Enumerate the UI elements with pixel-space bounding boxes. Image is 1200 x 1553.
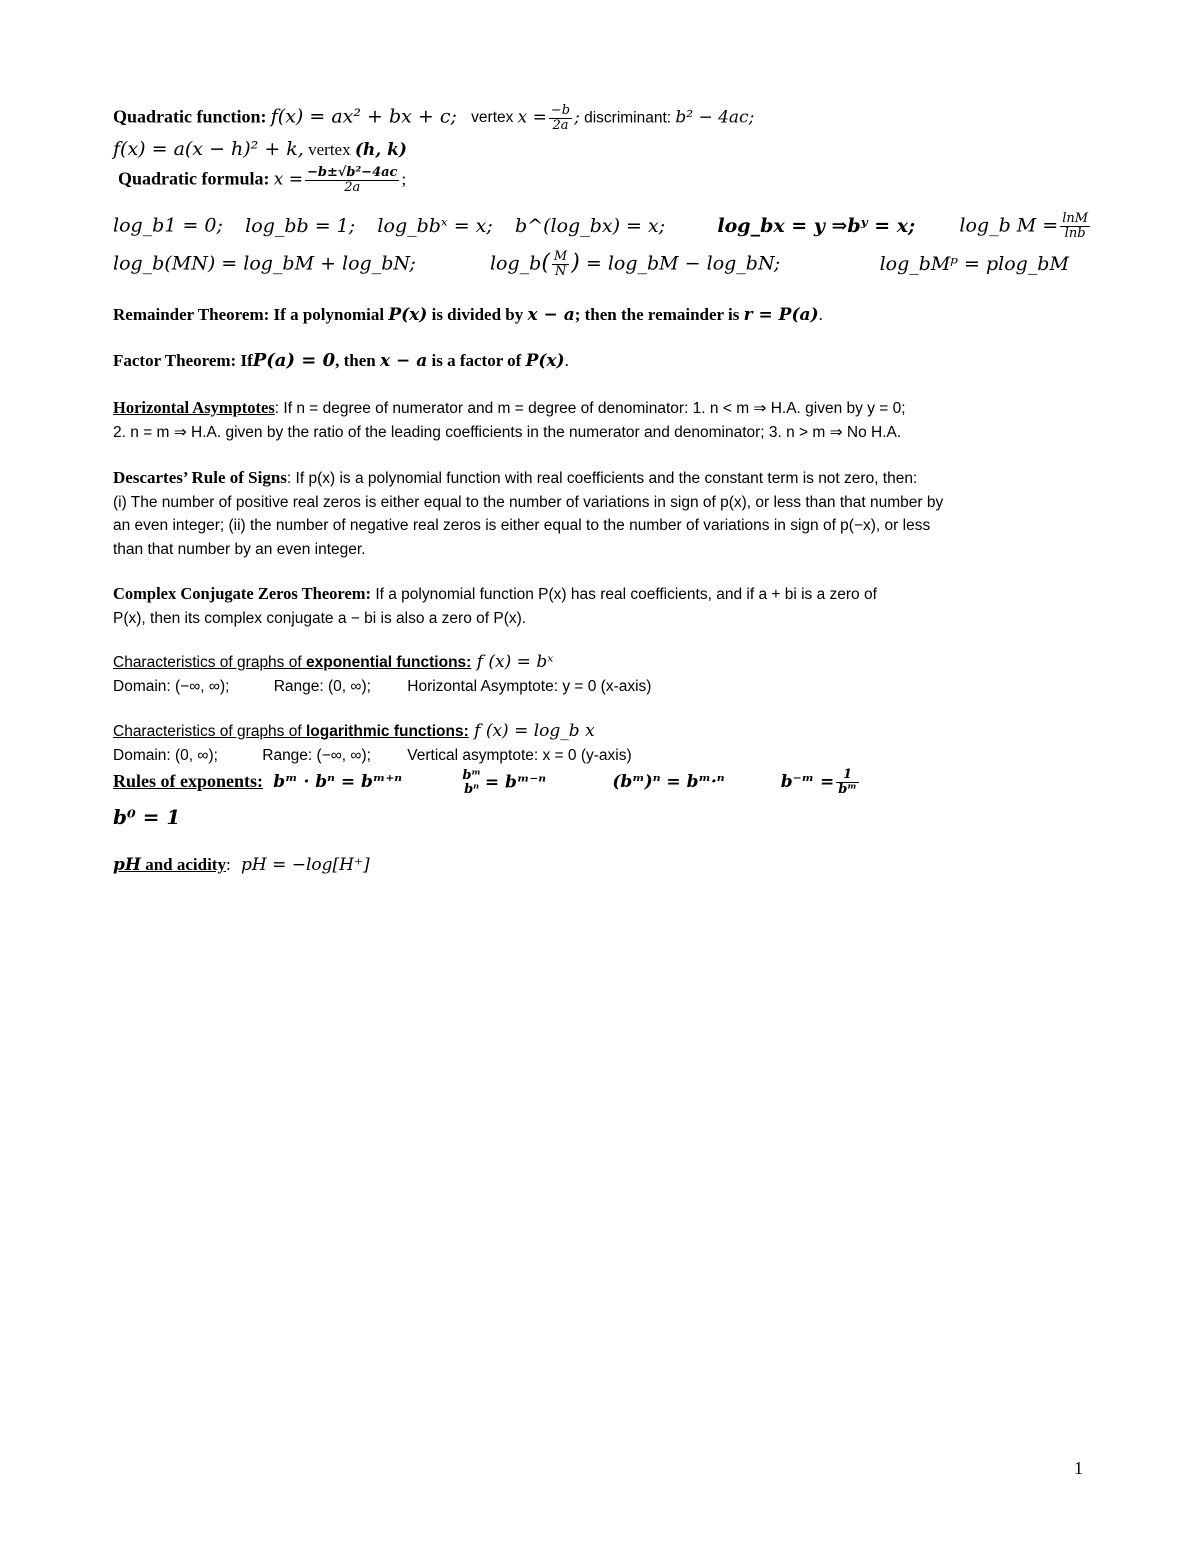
left-paren: (: [541, 250, 550, 276]
logarithmic-section: [113, 720, 1088, 767]
complex-conjugate-line-2: P(x), then its complex conjugate a − bi is also a zero of P(x).: [113, 609, 527, 627]
vertex-form-formula: f(x) = a(x − h)² + k,: [113, 138, 304, 160]
exponential-properties: [113, 675, 1088, 699]
change-of-base-fraction: [1060, 212, 1090, 241]
logarithmic-function: f (x) = log_b x: [468, 721, 595, 741]
quadratic-formula-lhs: x =: [273, 169, 303, 190]
factor-end: .: [564, 351, 569, 370]
exponent-negative-lhs: b⁻ᵐ =: [780, 772, 835, 792]
exponential-function: f (x) = bˣ: [471, 652, 554, 672]
descartes-line-3: an even integer; (ii) the number of negative real zeros is either equal to the number of variations in sign of p(−x), or less: [113, 517, 931, 534]
vertex-label: vertex: [471, 109, 514, 127]
log-quotient-denominator: N: [554, 264, 567, 279]
quadratic-formula-fraction: [305, 166, 399, 195]
log-quotient-fraction: [552, 250, 569, 279]
quadratic-formula-tail: ;: [401, 169, 407, 189]
factor-theorem: [113, 350, 569, 372]
remainder-r: r = P(a): [743, 305, 819, 325]
factor-text-3: is a factor of: [431, 351, 522, 370]
horizontal-asymptotes-title: Horizontal Asymptotes: [113, 398, 275, 417]
log-identity-6: [959, 212, 1092, 241]
vertex-tail: ;: [574, 107, 580, 128]
ph-line: [113, 854, 370, 876]
complex-conjugate-text-1: If a polynomial function P(x) has real coefficients, and if a + bi is a zero of: [371, 586, 877, 603]
ph-colon: :: [225, 855, 231, 874]
log-identity-1: log_b1 = 0;: [113, 214, 223, 237]
ph-formula: pH = −log[H⁺]: [240, 855, 370, 875]
log-quotient-rule: [490, 250, 780, 279]
complex-conjugate-line-1: [113, 582, 1088, 607]
change-of-base-numerator: lnM: [1062, 211, 1089, 226]
log-identities-row-1: [113, 211, 1089, 241]
remainder-x-minus-a: x − a: [527, 305, 575, 325]
remainder-theorem: [113, 304, 823, 326]
page-number: 1: [1074, 1458, 1083, 1478]
quadratic-function-line: [113, 104, 754, 133]
exponential-title-a: Characteristics of graphs of: [113, 654, 306, 671]
remainder-end: .: [818, 305, 823, 324]
ph-title-a: pH: [113, 855, 141, 875]
horizontal-asymptotes-text-1: : If n = degree of numerator and m = degree of denominator: 1. n < m ⇒ H.A. given by y = 0;: [274, 400, 906, 417]
remainder-text-1: If a polynomial: [273, 305, 385, 324]
descartes-line-4: than that number by an even integer.: [113, 540, 366, 558]
log-identity-3: log_bbˣ = x;: [377, 214, 493, 237]
log-quotient-rhs: = log_bM − log_bN;: [585, 252, 781, 275]
horizontal-asymptotes-section: [113, 396, 1088, 444]
log-identity-4: b^(log_bx) = x;: [515, 214, 666, 237]
exponential-title-b: exponential functions:: [305, 654, 472, 671]
change-of-base-lhs: log_b M =: [959, 214, 1059, 237]
logarithmic-properties: [113, 744, 1088, 768]
logarithmic-title-a: Characteristics of graphs of: [113, 723, 306, 740]
exponent-power-rule: (bᵐ)ⁿ = bᵐ·ⁿ: [612, 772, 725, 792]
descartes-text-1: : If p(x) is a polynomial function with real coefficients and the constant term is not zero, then:: [286, 470, 918, 487]
log-quotient-lhs: log_b: [489, 252, 542, 275]
exponent-quotient-numerator: bᵐ: [462, 767, 481, 783]
exponential-title-line: [113, 651, 1088, 675]
factor-px: P(x): [525, 351, 565, 371]
complex-conjugate-title: Complex Conjugate Zeros Theorem:: [113, 584, 372, 603]
remainder-text-3: ; then the remainder is: [574, 305, 740, 324]
log-identities-row-2: [113, 250, 1069, 279]
vertex-lhs: x =: [517, 107, 547, 128]
quadratic-function-label: Quadratic function:: [113, 106, 267, 127]
factor-x-minus-a: x − a: [380, 351, 428, 371]
logarithmic-title-line: [113, 720, 1088, 744]
exponent-product-rule: bᵐ · bⁿ = bᵐ⁺ⁿ: [273, 772, 403, 792]
remainder-text-2: is divided by: [431, 305, 524, 324]
horizontal-asymptotes-line-1: [113, 396, 1088, 421]
quadratic-formula-numerator: −b±√b²−4ac: [306, 165, 398, 180]
quadratic-formula-line: [118, 166, 406, 195]
log-identity-2: log_bb = 1;: [245, 214, 356, 237]
log-identity-5: log_bx = y ⇒bʸ = x;: [717, 214, 916, 237]
ph-title: [113, 855, 226, 874]
exponential-domain: Domain: (−∞, ∞);: [113, 677, 230, 695]
exponent-negative-rule: [781, 768, 861, 797]
ph-title-b: and acidity: [140, 855, 226, 874]
descartes-rule-section: [113, 466, 1088, 561]
exponential-asymptote: Horizontal Asymptote: y = 0 (x-axis): [407, 677, 652, 695]
exponent-quotient-rhs: = bᵐ⁻ⁿ: [484, 772, 547, 792]
factor-text-2: , then: [335, 351, 376, 370]
zero-exponent-rule: b⁰ = 1: [113, 805, 181, 829]
vertex-fraction: [549, 104, 572, 133]
descartes-line-1: [113, 466, 1088, 491]
zero-exponent-line: [113, 806, 180, 830]
vertex-form-label: vertex: [308, 140, 351, 159]
change-of-base-denominator: lnb: [1064, 226, 1086, 241]
exponent-negative-denominator: bᵐ: [838, 782, 857, 797]
remainder-theorem-title: Remainder Theorem:: [113, 305, 270, 324]
descartes-line-2: (i) The number of positive real zeros is either equal to the number of variations in sign of p(x), or less than that number by: [113, 493, 944, 511]
exponential-section: [113, 651, 1088, 698]
log-power-rule: log_bMᵖ = plog_bM: [879, 252, 1069, 275]
quadratic-formula-denominator: 2a: [344, 180, 361, 195]
exponent-quotient-fraction: [460, 769, 483, 797]
exponential-range: Range: (0, ∞);: [273, 677, 371, 695]
logarithmic-asymptote: Vertical asymptote: x = 0 (y-axis): [407, 746, 632, 764]
exponent-quotient-denominator: bⁿ: [464, 781, 480, 797]
discriminant-formula: b² − 4ac;: [675, 107, 755, 128]
vertex-denominator: 2a: [552, 118, 569, 133]
factor-pa: P(a) = 0: [252, 350, 336, 371]
right-paren: ): [571, 250, 580, 276]
rules-of-exponents-title: Rules of exponents:: [113, 771, 264, 791]
vertex-numerator: −b: [550, 103, 571, 118]
discriminant-label: discriminant:: [584, 109, 672, 127]
factor-text-1: If: [240, 351, 253, 370]
vertex-form-point: (h, k): [354, 140, 407, 160]
exponent-negative-fraction: [836, 768, 859, 797]
vertex-form-line: [113, 138, 407, 161]
rules-of-exponents: [113, 768, 1073, 797]
descartes-title: Descartes’ Rule of Signs: [113, 468, 287, 487]
quadratic-formula-label: Quadratic formula:: [118, 168, 270, 189]
logarithmic-domain: Domain: (0, ∞);: [113, 746, 218, 764]
horizontal-asymptotes-line-2: 2. n = m ⇒ H.A. given by the ratio of the leading coefficients in the numerator and denominator; 3. n > m ⇒ No H.A.: [113, 423, 902, 441]
exponent-quotient-rule: [458, 769, 546, 797]
logarithmic-title-b: logarithmic functions:: [305, 723, 469, 740]
factor-theorem-title: Factor Theorem:: [113, 351, 237, 370]
log-quotient-numerator: M: [553, 249, 568, 264]
logarithmic-range: Range: (−∞, ∞);: [262, 746, 371, 764]
quadratic-function-formula: f(x) = ax² + bx + c;: [270, 105, 457, 128]
exponent-negative-numerator: 1: [836, 768, 859, 783]
log-product-rule: log_b(MN) = log_bM + log_bN;: [113, 252, 416, 275]
remainder-px: P(x): [388, 305, 428, 325]
complex-conjugate-section: [113, 582, 1088, 630]
